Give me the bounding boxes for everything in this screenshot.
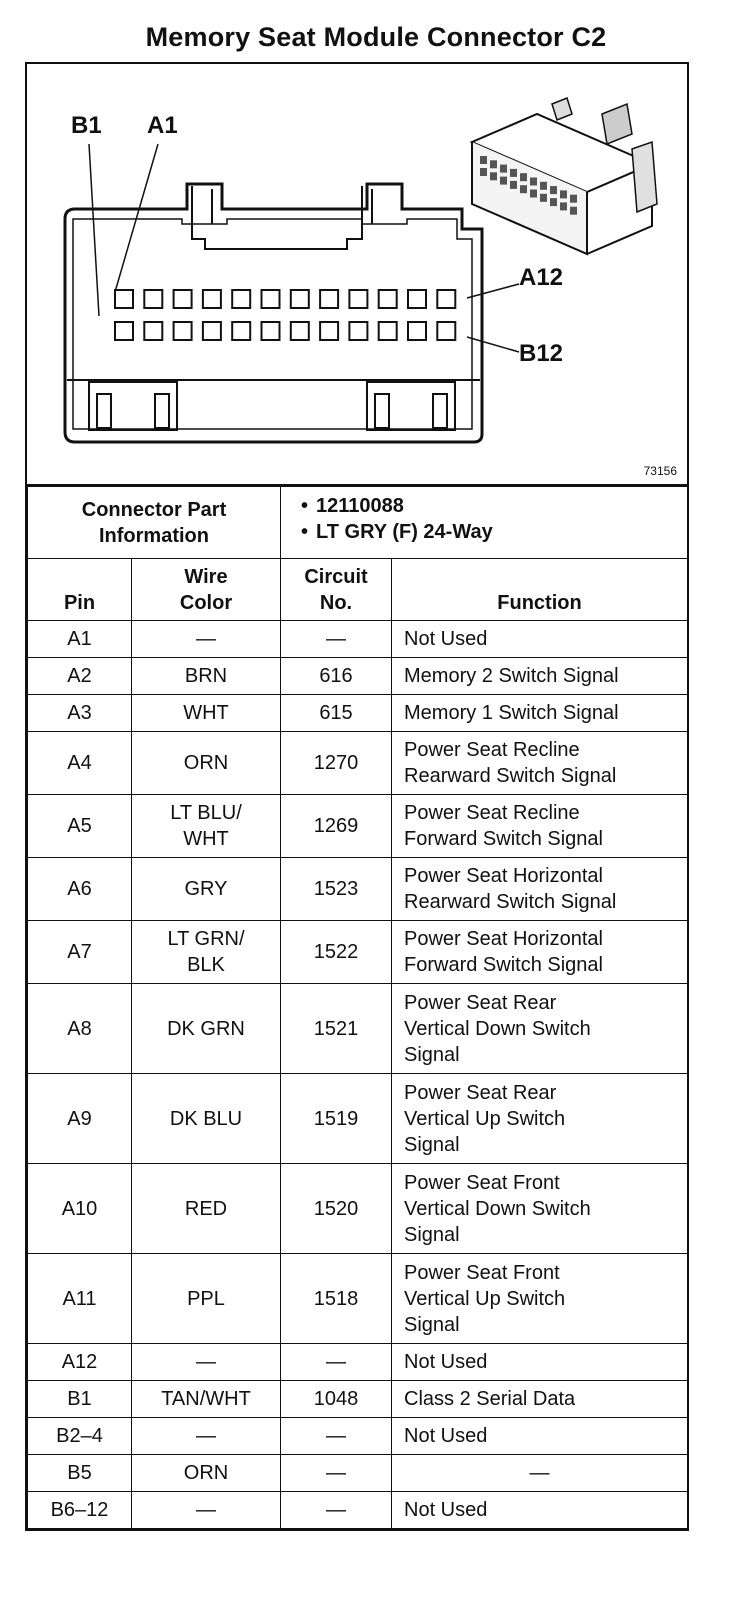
table-row: [28, 1164, 688, 1254]
wire-color-line: —: [196, 1425, 216, 1447]
wire-color-cell: [132, 921, 281, 984]
wire-color-line: LT GRN/: [167, 928, 245, 950]
connector-face-drawing: [27, 64, 687, 484]
function-line: Not Used: [404, 1351, 488, 1373]
pin-a-cavity: [115, 290, 133, 308]
label-a1: A1: [147, 112, 178, 139]
connector-info-label-line: Connector Part: [81, 498, 227, 521]
wire-color-cell: [132, 858, 281, 921]
function-cell: [392, 658, 688, 695]
wire-color-cell: [132, 1418, 281, 1455]
function-cell: [392, 1418, 688, 1455]
pin-b-cavity: [262, 322, 280, 340]
pin-cell: B5: [28, 1455, 132, 1492]
wire-color-line: TAN/WHT: [161, 1388, 251, 1410]
pin-b-cavity: [379, 322, 397, 340]
connector-info-label-line: Information: [99, 524, 209, 547]
iso-pin-cavity: [520, 173, 527, 181]
table-row: [28, 658, 688, 695]
pin-b-cavity: [349, 322, 367, 340]
left-latch: [192, 186, 362, 249]
table-row: [28, 1455, 688, 1492]
wire-color-line: —: [196, 1351, 216, 1373]
pin-cell: A8: [28, 984, 132, 1074]
circuit-cell: —: [281, 621, 392, 658]
circuit-cell: —: [281, 1344, 392, 1381]
pin-row-a: [115, 290, 455, 308]
table-row: [28, 1381, 688, 1418]
pin-a-cavity: [291, 290, 309, 308]
circuit-cell: 1523: [281, 858, 392, 921]
pin-b-cavity: [203, 322, 221, 340]
function-line: Rearward Switch Signal: [404, 765, 617, 787]
pin-a-cavity: [144, 290, 162, 308]
function-line: Signal: [404, 1043, 460, 1066]
function-cell: [392, 984, 688, 1074]
pin-b-cavity: [408, 322, 426, 340]
pin-b-cavity: [144, 322, 162, 340]
wire-color-line: ORN: [183, 752, 229, 774]
table-row: [28, 621, 688, 658]
connector-body-outline: [65, 184, 482, 442]
header-wire-color-line: Wire: [184, 566, 228, 588]
table-row: [28, 1418, 688, 1455]
pin-b-cavity: [174, 322, 192, 340]
circuit-cell: —: [281, 1492, 392, 1529]
header-wire-color: [132, 559, 281, 621]
wire-color-line: GRY: [184, 878, 228, 900]
part-number: [301, 493, 667, 519]
wire-color-cell: [132, 732, 281, 795]
connector-info-row: [28, 487, 688, 559]
wire-color-cell: [132, 795, 281, 858]
function-cell: [392, 858, 688, 921]
wire-color-line: RED: [184, 1197, 228, 1220]
wire-color-cell: [132, 621, 281, 658]
function-line: Power Seat Recline: [404, 739, 580, 761]
pin-cell: A6: [28, 858, 132, 921]
leader-b12: [467, 337, 519, 352]
function-cell: [392, 921, 688, 984]
wire-color-line: BRN: [184, 665, 228, 687]
table-row: [28, 858, 688, 921]
iso-pin-cavity: [490, 172, 497, 180]
function-line: Signal: [404, 1313, 460, 1336]
circuit-cell: 1270: [281, 732, 392, 795]
page-title: Memory Seat Module Connector C2: [145, 22, 607, 52]
function-line: Memory 1 Switch Signal: [404, 702, 619, 724]
function-line: Rearward Switch Signal: [404, 891, 617, 913]
leader-b1: [89, 144, 99, 316]
iso-pin-cavity: [530, 178, 537, 186]
table-row: [28, 1254, 688, 1344]
connector-sheet: [25, 62, 689, 1531]
function-line: Vertical Down Switch: [404, 1197, 591, 1220]
circuit-cell: 1522: [281, 921, 392, 984]
wire-color-line: LT BLU/: [170, 802, 242, 824]
circuit-cell: 1048: [281, 1381, 392, 1418]
wire-color-line: DK BLU: [169, 1107, 243, 1130]
connector-description-value: LT GRY (F) 24-Way: [316, 521, 493, 543]
circuit-cell: 1521: [281, 984, 392, 1074]
circuit-cell: 1520: [281, 1164, 392, 1254]
function-cell: [392, 695, 688, 732]
wire-color-line: —: [196, 1499, 216, 1521]
wire-color-cell: [132, 1344, 281, 1381]
wire-color-cell: [132, 1455, 281, 1492]
iso-pin-cavity: [560, 190, 567, 198]
header-circuit-line: Circuit: [304, 566, 368, 588]
header-wire-color-line: Color: [179, 592, 233, 614]
pin-cell: A2: [28, 658, 132, 695]
function-line: Forward Switch Signal: [404, 828, 603, 850]
function-line: Power Seat Front: [404, 1261, 560, 1284]
function-line: —: [529, 1462, 550, 1484]
circuit-cell: 1269: [281, 795, 392, 858]
pin-b-cavity: [232, 322, 250, 340]
wire-color-cell: [132, 1074, 281, 1164]
function-line: Power Seat Rear: [404, 1081, 557, 1104]
header-function: Function: [392, 559, 688, 621]
table-row: [28, 795, 688, 858]
function-cell: [392, 732, 688, 795]
pin-cell: A4: [28, 732, 132, 795]
wire-color-line: PPL: [187, 1287, 225, 1310]
function-cell: [392, 1492, 688, 1529]
header-pin: Pin: [28, 559, 132, 621]
connector-description: [301, 519, 667, 545]
header-circuit-no: [281, 559, 392, 621]
label-b1: B1: [71, 112, 102, 139]
table-row: [28, 1074, 688, 1164]
iso-pin-cavity: [530, 190, 537, 198]
pin-cell: A12: [28, 1344, 132, 1381]
iso-pin-cavity: [550, 186, 557, 194]
iso-pin-cavity: [480, 168, 487, 176]
table-row: [28, 695, 688, 732]
header-circuit-line: No.: [319, 592, 353, 614]
connector-info-label: [28, 487, 281, 559]
pin-cell: A9: [28, 1074, 132, 1164]
connector-3d-view: [472, 98, 657, 254]
pin-a-cavity: [349, 290, 367, 308]
pin-row-b: [115, 322, 455, 340]
wire-color-line: WHT: [183, 702, 229, 724]
pin-cell: B1: [28, 1381, 132, 1418]
pin-cell: B2–4: [28, 1418, 132, 1455]
pin-b-cavity: [320, 322, 338, 340]
wire-color-cell: [132, 1164, 281, 1254]
pin-cell: A5: [28, 795, 132, 858]
wire-color-line: WHT: [183, 828, 229, 850]
pin-a-cavity: [408, 290, 426, 308]
pin-cell: B6–12: [28, 1492, 132, 1529]
function-line: Not Used: [404, 1425, 488, 1447]
wire-color-line: ORN: [183, 1462, 229, 1484]
pin-a-cavity: [262, 290, 280, 308]
bullet-icon: •: [301, 495, 309, 517]
function-line: Vertical Down Switch: [404, 1017, 591, 1040]
function-line: Power Seat Recline: [404, 802, 580, 824]
function-line: Signal: [404, 1223, 460, 1246]
function-cell: [392, 621, 688, 658]
circuit-cell: —: [281, 1418, 392, 1455]
wire-color-cell: [132, 1492, 281, 1529]
function-line: Power Seat Horizontal: [404, 928, 603, 950]
function-cell: [392, 1164, 688, 1254]
function-line: Power Seat Front: [404, 1171, 560, 1194]
function-line: Memory 2 Switch Signal: [404, 665, 619, 687]
function-line: Not Used: [404, 1499, 488, 1521]
connector-diagram: [27, 64, 687, 486]
pin-b-cavity: [291, 322, 309, 340]
part-number-value: 12110088: [316, 495, 404, 517]
circuit-cell: —: [281, 1455, 392, 1492]
pinout-table: [27, 486, 688, 1529]
label-b12: B12: [519, 340, 564, 367]
function-line: Vertical Up Switch: [404, 1287, 566, 1310]
table-row: [28, 1492, 688, 1529]
pin-cell: A10: [28, 1164, 132, 1254]
bullet-icon: •: [301, 521, 309, 543]
pin-cell: A1: [28, 621, 132, 658]
pin-a-cavity: [203, 290, 221, 308]
pin-a-cavity: [320, 290, 338, 308]
pin-cell: A11: [28, 1254, 132, 1344]
function-cell: [392, 1074, 688, 1164]
label-a12: A12: [519, 264, 564, 291]
wire-color-cell: [132, 1381, 281, 1418]
right-key-block: [367, 382, 455, 430]
pin-cell: A3: [28, 695, 132, 732]
table-row: [28, 732, 688, 795]
pin-a-cavity: [437, 290, 455, 308]
iso-pin-cavity: [480, 156, 487, 164]
function-line: Forward Switch Signal: [404, 954, 603, 976]
iso-pin-cavity: [520, 185, 527, 193]
pin-b-cavity: [115, 322, 133, 340]
function-cell: [392, 795, 688, 858]
iso-pin-cavity: [500, 165, 507, 173]
wire-color-cell: [132, 695, 281, 732]
function-line: Class 2 Serial Data: [404, 1388, 576, 1410]
pin-a-cavity: [174, 290, 192, 308]
left-key-block: [89, 382, 177, 430]
wire-color-line: DK GRN: [167, 1017, 245, 1040]
function-line: Signal: [404, 1133, 460, 1156]
function-line: Not Used: [404, 628, 488, 650]
iso-pin-cavity: [510, 169, 517, 177]
table-row: [28, 921, 688, 984]
wire-color-cell: [132, 984, 281, 1074]
wire-color-cell: [132, 1254, 281, 1344]
figure-number: 73156: [643, 464, 677, 478]
circuit-cell: 1518: [281, 1254, 392, 1344]
pin-cell: A7: [28, 921, 132, 984]
iso-pin-cavity: [570, 195, 577, 203]
iso-pin-cavity: [550, 198, 557, 206]
leader-a1: [115, 144, 158, 292]
iso-pin-cavity: [540, 182, 547, 190]
circuit-cell: 615: [281, 695, 392, 732]
iso-pin-cavity: [570, 207, 577, 215]
function-line: Vertical Up Switch: [404, 1107, 566, 1130]
table-row: [28, 1344, 688, 1381]
iso-pin-cavity: [560, 202, 567, 210]
wire-color-line: —: [196, 628, 216, 650]
function-cell: [392, 1455, 688, 1492]
pin-a-cavity: [232, 290, 250, 308]
wire-color-line: BLK: [187, 954, 225, 976]
circuit-cell: 1519: [281, 1074, 392, 1164]
connector-info-values: [281, 487, 688, 559]
table-row: [28, 984, 688, 1074]
function-cell: [392, 1381, 688, 1418]
function-line: Power Seat Horizontal: [404, 865, 603, 887]
leader-a12: [467, 284, 519, 298]
pin-b-cavity: [437, 322, 455, 340]
pin-a-cavity: [379, 290, 397, 308]
iso-pin-cavity: [490, 160, 497, 168]
circuit-cell: 616: [281, 658, 392, 695]
table-header-row: [28, 559, 688, 621]
function-line: Power Seat Rear: [404, 991, 557, 1014]
iso-pin-cavity: [510, 181, 517, 189]
iso-pin-cavity: [540, 194, 547, 202]
function-cell: [392, 1254, 688, 1344]
wire-color-cell: [132, 658, 281, 695]
function-cell: [392, 1344, 688, 1381]
iso-pin-cavity: [500, 177, 507, 185]
